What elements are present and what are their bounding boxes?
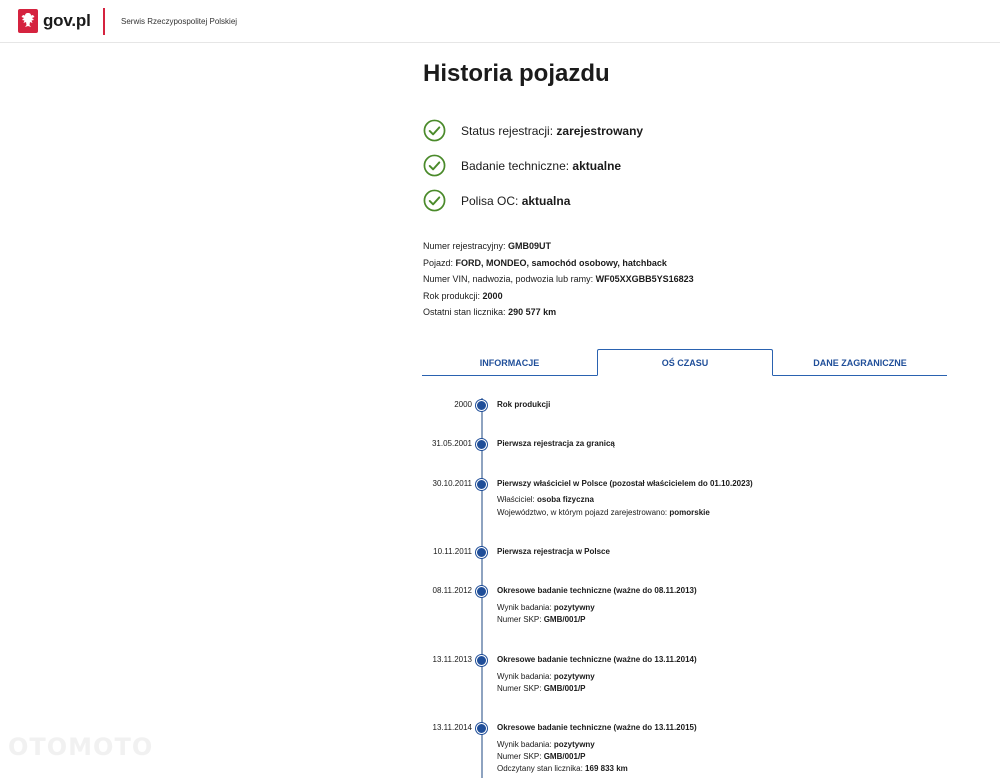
header-subtitle: Serwis Rzeczypospolitej Polskiej bbox=[121, 17, 238, 26]
check-circle-icon bbox=[423, 154, 446, 177]
check-circle-icon bbox=[423, 119, 446, 142]
watermark: OTOMOTO bbox=[8, 733, 154, 761]
status-value: aktualna bbox=[521, 193, 571, 208]
status-label: Badanie techniczne: bbox=[461, 158, 570, 173]
timeline-title: Okresowe badanie techniczne (ważne do 08.11.2013) bbox=[497, 586, 697, 595]
timeline-date: 2000 bbox=[454, 400, 472, 409]
timeline-detail: Województwo, w którym pojazd zarejestrowano: pomorskie bbox=[497, 508, 710, 517]
status-label: Status rejestracji: bbox=[461, 123, 554, 138]
vehicle-details bbox=[423, 238, 694, 321]
timeline-date: 10.11.2011 bbox=[433, 547, 472, 556]
detail-odometer: Ostatni stan licznika: 290 577 km bbox=[423, 307, 557, 317]
timeline-title: Rok produkcji bbox=[497, 400, 551, 409]
timeline-dot bbox=[476, 400, 487, 411]
timeline-dot bbox=[476, 723, 487, 734]
timeline-detail: Właściciel: osoba fizyczna bbox=[497, 495, 594, 504]
timeline-dot bbox=[476, 479, 487, 490]
timeline-dot bbox=[476, 439, 487, 450]
timeline-dot bbox=[476, 655, 487, 666]
timeline-date: 08.11.2012 bbox=[432, 586, 472, 595]
detail-vehicle: Pojazd: FORD, MONDEO, samochód osobowy, hatchback bbox=[423, 257, 667, 268]
logo-text: gov.pl bbox=[43, 11, 91, 30]
timeline-dot bbox=[476, 547, 487, 558]
timeline-title: Okresowe badanie techniczne (ważne do 13.11.2014) bbox=[497, 655, 697, 664]
status-value: aktualne bbox=[572, 158, 622, 173]
timeline-date: 31.05.2001 bbox=[431, 439, 472, 448]
timeline-detail: Wynik badania: pozytywny bbox=[497, 603, 595, 612]
timeline-title: Pierwsza rejestracja w Polsce bbox=[497, 547, 610, 556]
header-divider bbox=[103, 8, 105, 35]
status-registration bbox=[423, 119, 643, 142]
tab-informacje[interactable]: INFORMACJE bbox=[479, 357, 540, 368]
tab-bar bbox=[422, 349, 947, 376]
tab-os-czasu[interactable]: OŚ CZASU bbox=[597, 349, 773, 376]
detail-registration-number: Numer rejestracyjny: GMB09UT bbox=[423, 241, 552, 251]
tab-dane-zagraniczne[interactable]: DANE ZAGRANICZNE bbox=[813, 357, 907, 368]
status-inspection bbox=[423, 154, 621, 177]
detail-vin: Numer VIN, nadwozia, podwozia lub ramy: WF05XXGBB5YS16823 bbox=[423, 274, 694, 284]
polish-eagle-icon bbox=[18, 9, 38, 33]
check-circle-icon bbox=[423, 189, 446, 212]
status-value: zarejestrowany bbox=[556, 123, 644, 138]
page-title: Historia pojazdu bbox=[423, 60, 610, 87]
gov-pl-logo[interactable] bbox=[18, 9, 91, 33]
timeline-title: Pierwszy właściciel w Polsce (pozostał właścicielem do 01.10.2023) bbox=[497, 479, 753, 488]
timeline-date: 13.11.2013 bbox=[432, 655, 472, 664]
status-insurance bbox=[423, 189, 570, 212]
timeline-date: 30.10.2011 bbox=[432, 479, 472, 488]
status-label: Polisa OC: bbox=[461, 193, 519, 208]
timeline-detail: Wynik badania: pozytywny bbox=[497, 672, 595, 681]
timeline-detail: Numer SKP: GMB/001/P bbox=[497, 615, 586, 624]
timeline-date: 13.11.2014 bbox=[432, 723, 472, 732]
timeline-title: Okresowe badanie techniczne (ważne do 13.11.2015) bbox=[497, 723, 697, 732]
site-header bbox=[0, 0, 1000, 43]
timeline-detail: Numer SKP: GMB/001/P bbox=[497, 752, 586, 761]
timeline-detail: Wynik badania: pozytywny bbox=[497, 740, 595, 749]
timeline-detail: Numer SKP: GMB/001/P bbox=[497, 684, 586, 693]
timeline-detail: Odczytany stan licznika: 169 833 km bbox=[497, 764, 628, 773]
timeline-dot bbox=[476, 586, 487, 597]
detail-production-year: Rok produkcji: 2000 bbox=[423, 290, 503, 301]
timeline-title: Pierwsza rejestracja za granicą bbox=[497, 439, 615, 448]
